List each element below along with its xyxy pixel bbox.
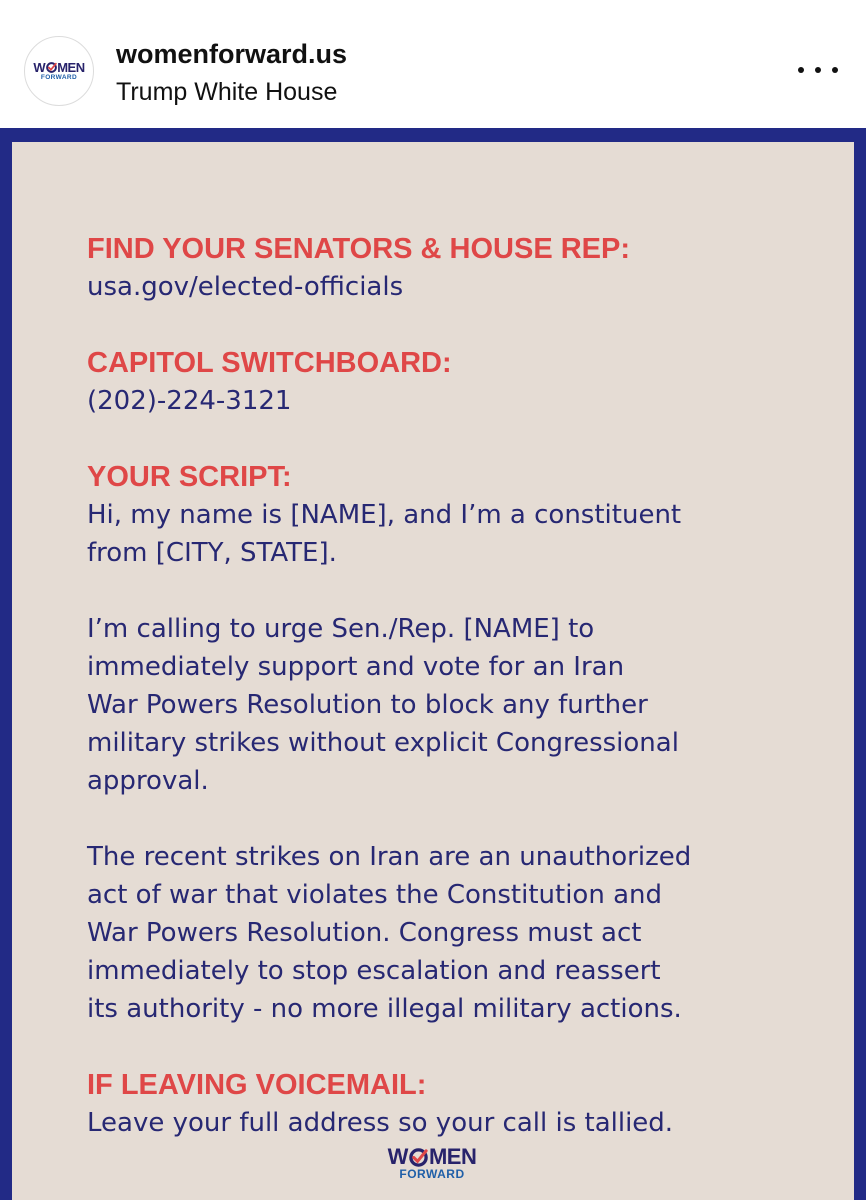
heading-voicemail: IF LEAVING VOICEMAIL: — [87, 1069, 427, 1101]
heading-find-reps: FIND YOUR SENATORS & HOUSE REP: — [87, 233, 631, 265]
more-horizontal-icon — [832, 67, 838, 73]
post-header — [0, 0, 866, 128]
check-circle-icon — [408, 1148, 429, 1167]
voicemail-instruction: Leave your full address so your call is tallied. — [87, 1108, 674, 1138]
footer-logo — [382, 1146, 482, 1180]
script-paragraph-intro: Hi, my name is [NAME], and I’m a constituent from [CITY, STATE]. — [87, 500, 682, 568]
more-horizontal-icon — [815, 67, 821, 73]
footer-logo-subtext: FORWARD — [399, 1167, 465, 1181]
more-horizontal-icon — [798, 67, 804, 73]
footer-logo-wordmark: W MEN — [387, 1144, 477, 1169]
check-circle-icon — [45, 62, 57, 73]
avatar-logo-subtext: FORWARD — [40, 73, 78, 81]
heading-script: YOUR SCRIPT: — [87, 461, 292, 493]
script-paragraph-reason: The recent strikes on Iran are an unauthorized act of war that violates the Constitution and War Powers Resolution. Congress must act immediately to stop escalation and reassert its authority - no more illegal military actions. — [87, 842, 692, 1024]
switchboard-phone: (202)-224-3121 — [87, 386, 292, 416]
script-paragraph-request: I’m calling to urge Sen./Rep. [NAME] to immediately support and vote for an Iran War Powers Resolution to block any further military strikes without explicit Congressional approval. — [87, 614, 679, 796]
avatar-logo-wordmark: W MEN — [33, 59, 85, 75]
heading-switchboard: CAPITOL SWITCHBOARD: — [87, 347, 452, 379]
post-image[interactable] — [0, 128, 866, 1200]
avatar[interactable] — [24, 36, 94, 106]
account-username[interactable]: womenforward.us — [116, 39, 348, 69]
elected-officials-url: usa.gov/elected-officials — [87, 272, 404, 302]
more-options-button[interactable] — [794, 56, 842, 84]
post-content — [87, 230, 827, 1142]
post-card — [12, 142, 854, 1200]
post-location[interactable]: Trump White House — [116, 78, 338, 106]
